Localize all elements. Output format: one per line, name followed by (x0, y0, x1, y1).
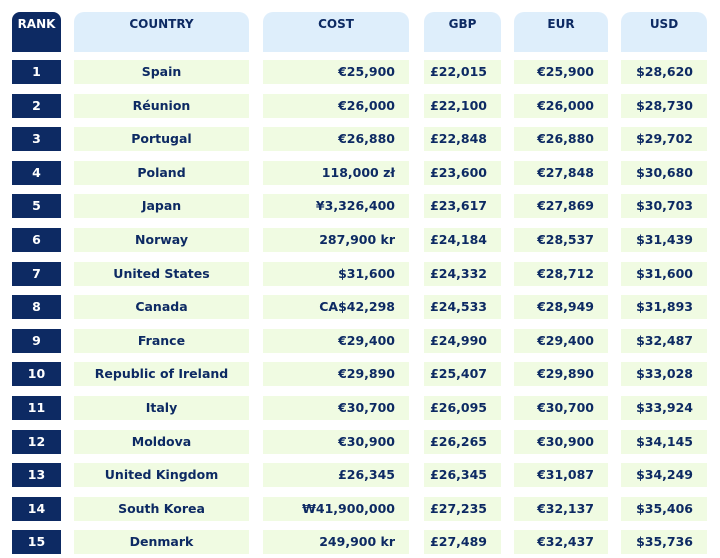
cell-gbp: £27,489 (424, 530, 501, 554)
cell-eur: €26,880 (514, 127, 608, 151)
cell-rank: 2 (12, 94, 61, 118)
cell-cost: €29,400 (263, 329, 409, 353)
cell-gbp: £26,095 (424, 396, 501, 420)
cell-gbp: £26,345 (424, 463, 501, 487)
cell-gbp: £26,265 (424, 430, 501, 454)
cell-cost: $31,600 (263, 262, 409, 286)
cell-gbp: £24,184 (424, 228, 501, 252)
cell-rank: 10 (12, 362, 61, 386)
cell-country: United States (74, 262, 249, 286)
header-cost: COST (263, 12, 409, 52)
cell-gbp: £22,848 (424, 127, 501, 151)
cell-usd: $30,703 (621, 194, 707, 218)
cell-rank: 8 (12, 295, 61, 319)
cell-rank: 15 (12, 530, 61, 554)
cell-country: Canada (74, 295, 249, 319)
cell-country: Poland (74, 161, 249, 185)
cell-gbp: £25,407 (424, 362, 501, 386)
cell-eur: €25,900 (514, 60, 608, 84)
cell-country: Republic of Ireland (74, 362, 249, 386)
table-row (0, 497, 720, 521)
cell-eur: €32,137 (514, 497, 608, 521)
cell-usd: $34,249 (621, 463, 707, 487)
cell-cost: €26,000 (263, 94, 409, 118)
cell-eur: €30,900 (514, 430, 608, 454)
cell-country: South Korea (74, 497, 249, 521)
header-usd: USD (621, 12, 707, 52)
cell-cost: €30,900 (263, 430, 409, 454)
cell-eur: €27,869 (514, 194, 608, 218)
cell-cost: 287,900 kr (263, 228, 409, 252)
cell-gbp: £24,990 (424, 329, 501, 353)
table-row (0, 194, 720, 218)
cell-country: Norway (74, 228, 249, 252)
cell-rank: 6 (12, 228, 61, 252)
table-row (0, 228, 720, 252)
table-row (0, 94, 720, 118)
cell-gbp: £22,100 (424, 94, 501, 118)
cell-cost: €30,700 (263, 396, 409, 420)
cell-usd: $33,924 (621, 396, 707, 420)
cell-gbp: £22,015 (424, 60, 501, 84)
cell-usd: $31,439 (621, 228, 707, 252)
cell-country: France (74, 329, 249, 353)
cell-cost: €25,900 (263, 60, 409, 84)
cell-cost: 118,000 zł (263, 161, 409, 185)
cell-country: Italy (74, 396, 249, 420)
cell-eur: €29,890 (514, 362, 608, 386)
cell-usd: $32,487 (621, 329, 707, 353)
table-row (0, 262, 720, 286)
table-row (0, 161, 720, 185)
cell-country: Réunion (74, 94, 249, 118)
table-row (0, 127, 720, 151)
header-rank: RANK (12, 12, 61, 52)
cell-rank: 14 (12, 497, 61, 521)
cell-rank: 4 (12, 161, 61, 185)
cell-country: Japan (74, 194, 249, 218)
cell-cost: £26,345 (263, 463, 409, 487)
cell-gbp: £23,617 (424, 194, 501, 218)
cell-usd: $30,680 (621, 161, 707, 185)
cell-eur: €32,437 (514, 530, 608, 554)
table-row (0, 530, 720, 554)
table-row (0, 396, 720, 420)
cell-rank: 7 (12, 262, 61, 286)
cell-rank: 3 (12, 127, 61, 151)
cell-cost: ¥3,326,400 (263, 194, 409, 218)
cell-eur: €30,700 (514, 396, 608, 420)
table-row (0, 362, 720, 386)
cell-rank: 9 (12, 329, 61, 353)
cell-rank: 12 (12, 430, 61, 454)
cell-usd: $29,702 (621, 127, 707, 151)
cell-rank: 13 (12, 463, 61, 487)
cell-cost: 249,900 kr (263, 530, 409, 554)
table-row (0, 329, 720, 353)
cell-usd: $33,028 (621, 362, 707, 386)
table-row (0, 60, 720, 84)
cell-country: Spain (74, 60, 249, 84)
cell-cost: CA$42,298 (263, 295, 409, 319)
cell-country: Moldova (74, 430, 249, 454)
cell-gbp: £23,600 (424, 161, 501, 185)
cell-usd: $35,406 (621, 497, 707, 521)
cell-rank: 11 (12, 396, 61, 420)
cell-usd: $31,893 (621, 295, 707, 319)
cell-gbp: £24,533 (424, 295, 501, 319)
cell-cost: ₩41,900,000 (263, 497, 409, 521)
header-eur: EUR (514, 12, 608, 52)
header-country: COUNTRY (74, 12, 249, 52)
cell-usd: $34,145 (621, 430, 707, 454)
cell-rank: 5 (12, 194, 61, 218)
table-row (0, 295, 720, 319)
cell-gbp: £27,235 (424, 497, 501, 521)
cell-eur: €28,537 (514, 228, 608, 252)
header-gbp: GBP (424, 12, 501, 52)
cell-gbp: £24,332 (424, 262, 501, 286)
cell-usd: $35,736 (621, 530, 707, 554)
cell-eur: €29,400 (514, 329, 608, 353)
cell-eur: €28,712 (514, 262, 608, 286)
cell-usd: $28,730 (621, 94, 707, 118)
cell-cost: €26,880 (263, 127, 409, 151)
table-row (0, 463, 720, 487)
cell-usd: $28,620 (621, 60, 707, 84)
cell-country: Portugal (74, 127, 249, 151)
cell-eur: €27,848 (514, 161, 608, 185)
cell-eur: €28,949 (514, 295, 608, 319)
cell-eur: €31,087 (514, 463, 608, 487)
cell-usd: $31,600 (621, 262, 707, 286)
cell-rank: 1 (12, 60, 61, 84)
cell-country: Denmark (74, 530, 249, 554)
table-row (0, 430, 720, 454)
cell-cost: €29,890 (263, 362, 409, 386)
cell-country: United Kingdom (74, 463, 249, 487)
cell-eur: €26,000 (514, 94, 608, 118)
